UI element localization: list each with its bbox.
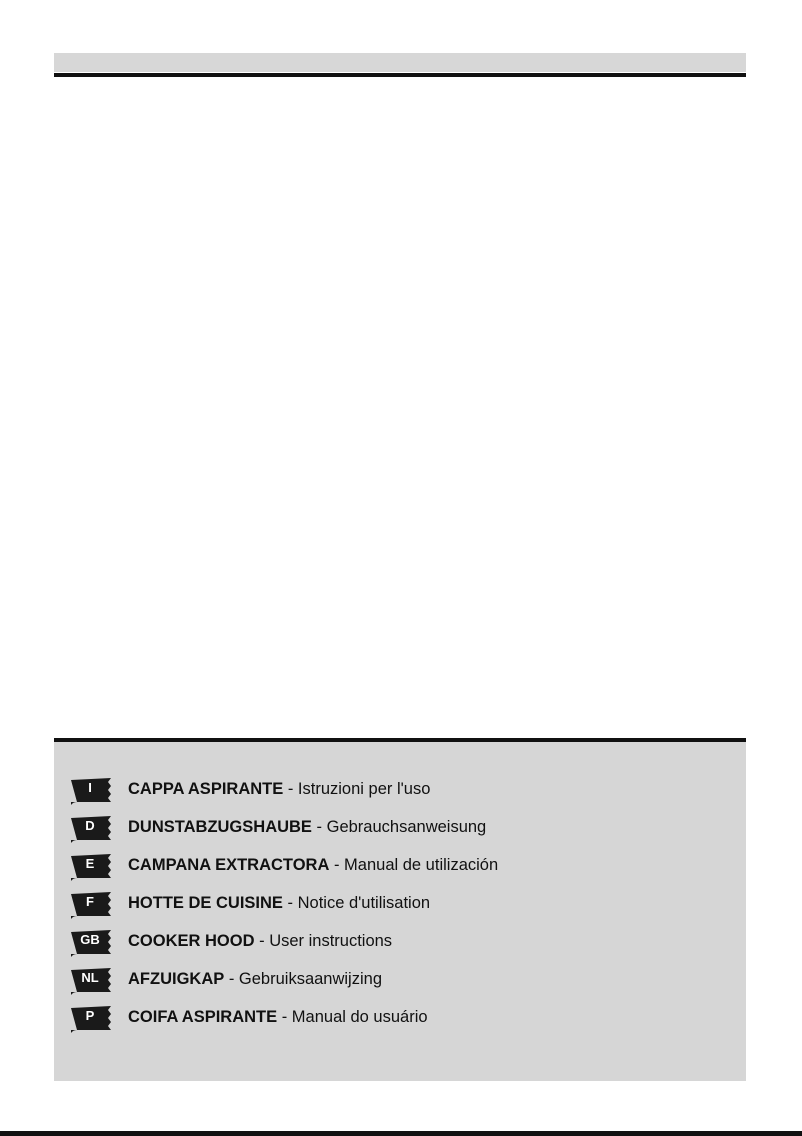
language-item-it bbox=[54, 778, 746, 816]
language-flag-icon bbox=[71, 1006, 111, 1034]
manual-subtitle: Manual do usuário bbox=[291, 1008, 428, 1026]
title-separator: - bbox=[329, 856, 345, 874]
language-item-fr bbox=[54, 892, 746, 930]
language-flag-icon bbox=[71, 816, 111, 844]
language-item-es bbox=[54, 854, 746, 892]
language-code: E bbox=[85, 856, 95, 871]
manual-subtitle: Gebruiksaanwijzing bbox=[238, 970, 382, 988]
language-label bbox=[128, 779, 430, 799]
language-item-gb bbox=[54, 930, 746, 968]
language-item-nl bbox=[54, 968, 746, 1006]
language-label bbox=[128, 931, 392, 951]
language-flag-icon bbox=[71, 854, 111, 882]
language-flag-icon bbox=[71, 968, 111, 996]
title-separator: - bbox=[283, 780, 298, 798]
language-item-de bbox=[54, 816, 746, 854]
language-code: D bbox=[85, 818, 95, 833]
language-code: I bbox=[88, 780, 92, 795]
product-title: CAMPANA EXTRACTORA bbox=[128, 856, 330, 874]
language-flag-icon bbox=[71, 778, 111, 806]
title-separator: - bbox=[277, 1008, 292, 1026]
product-title: CAPPA ASPIRANTE bbox=[128, 780, 284, 798]
manual-subtitle: User instructions bbox=[269, 932, 393, 950]
product-title: AFZUIGKAP bbox=[128, 970, 225, 988]
title-separator: - bbox=[224, 970, 239, 988]
manual-subtitle: Notice d'utilisation bbox=[297, 894, 431, 912]
language-code: P bbox=[85, 1008, 95, 1023]
product-title: COOKER HOOD bbox=[128, 932, 255, 950]
header-rule bbox=[54, 73, 746, 77]
product-title: COIFA ASPIRANTE bbox=[128, 1008, 278, 1026]
language-label bbox=[128, 893, 430, 913]
title-separator: - bbox=[282, 894, 298, 912]
language-code: GB bbox=[80, 932, 100, 947]
language-item-pt bbox=[54, 1006, 746, 1044]
product-title: HOTTE DE CUISINE bbox=[128, 894, 283, 912]
title-separator: - bbox=[254, 932, 270, 950]
language-flag-icon bbox=[71, 892, 111, 920]
language-flag-icon bbox=[71, 930, 111, 958]
language-list bbox=[54, 778, 746, 1044]
language-label bbox=[128, 817, 486, 837]
footer-rule bbox=[0, 1131, 802, 1136]
header-bar bbox=[54, 53, 746, 72]
title-separator: - bbox=[311, 818, 327, 836]
language-label bbox=[128, 855, 498, 875]
language-code: NL bbox=[81, 970, 99, 985]
language-code: F bbox=[86, 894, 94, 909]
manual-subtitle: Istruzioni per l'uso bbox=[297, 780, 431, 798]
language-panel bbox=[54, 738, 746, 1081]
manual-subtitle: Gebrauchsanweisung bbox=[326, 818, 487, 836]
language-label bbox=[128, 969, 382, 989]
product-title: DUNSTABZUGSHAUBE bbox=[128, 818, 312, 836]
language-label bbox=[128, 1007, 428, 1027]
manual-subtitle: Manual de utilización bbox=[344, 856, 499, 874]
panel-rule bbox=[54, 738, 746, 742]
